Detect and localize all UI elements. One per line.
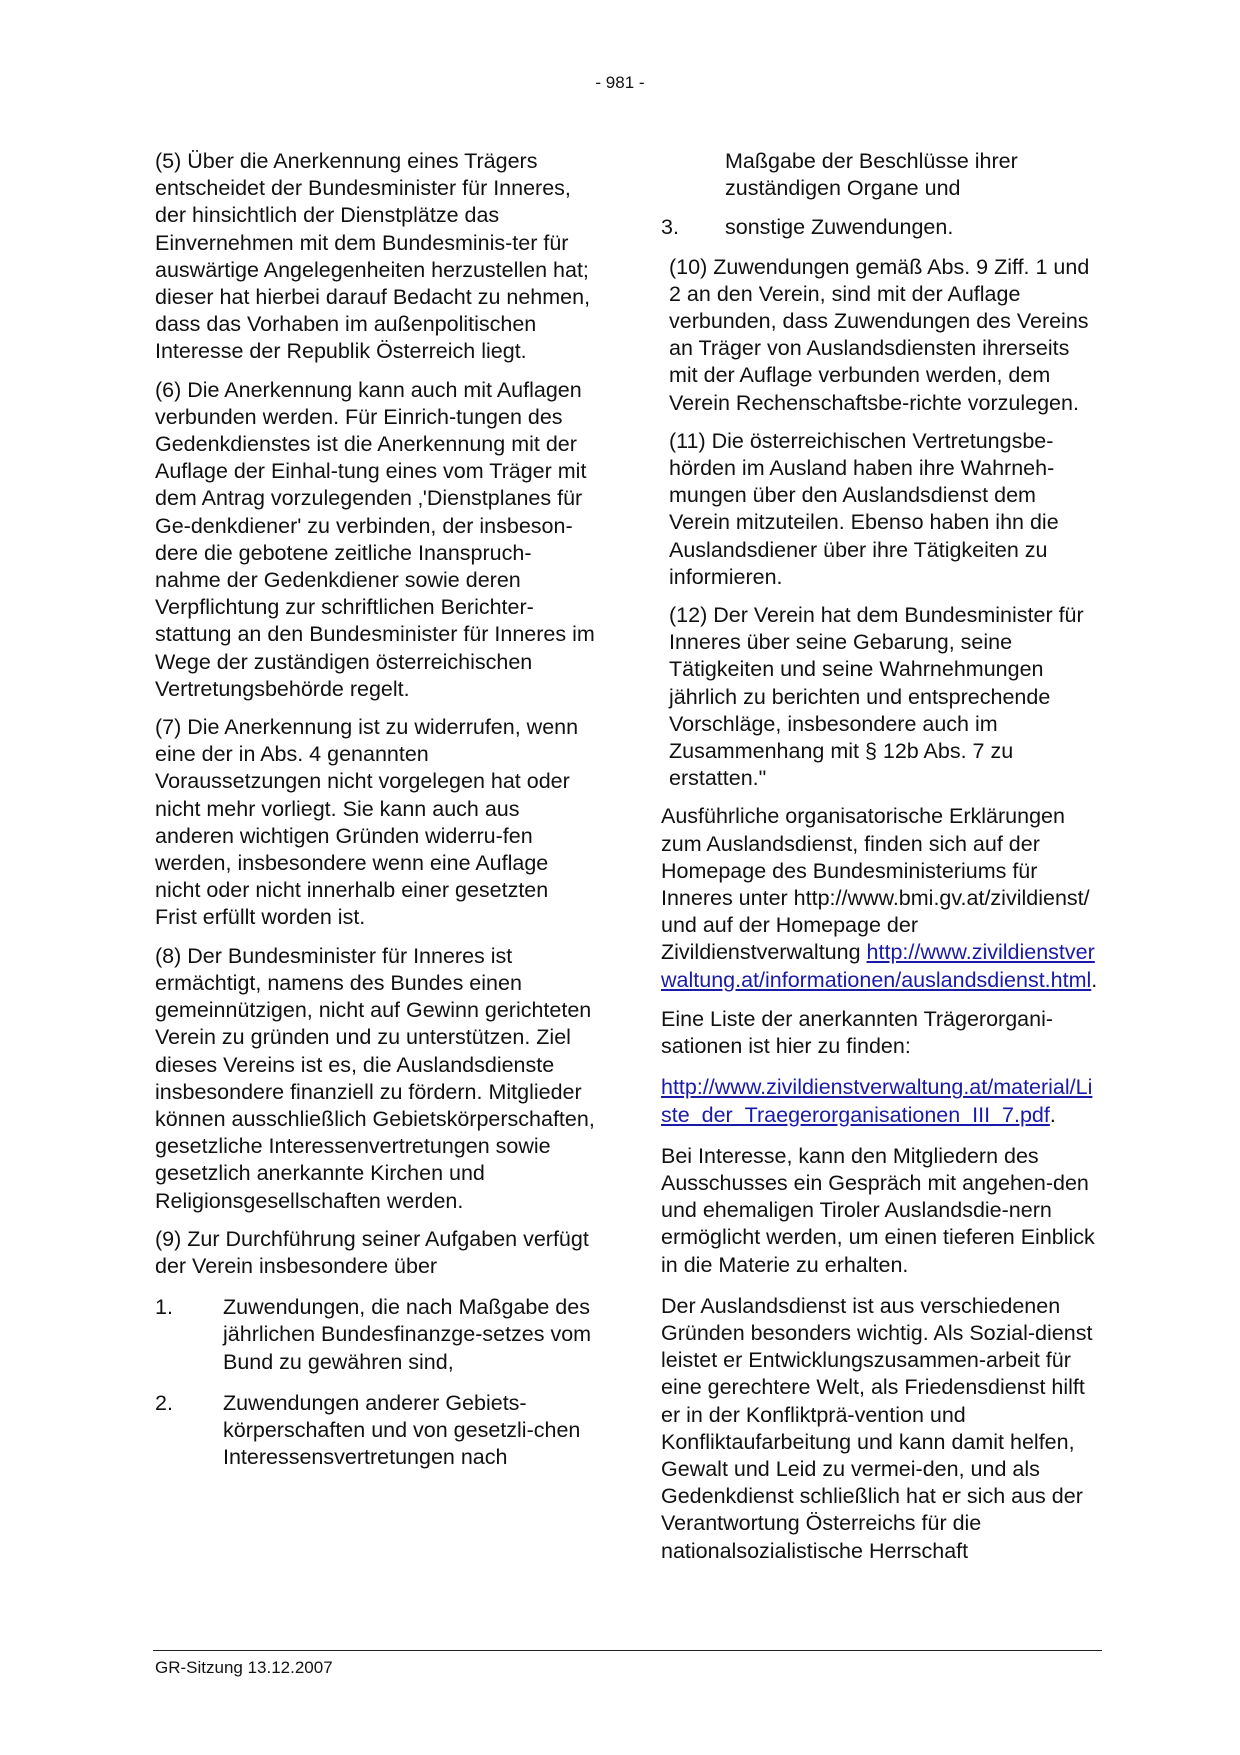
list-item-2 bbox=[155, 1390, 595, 1472]
traegerorganisationen-link[interactable]: http://www.zivildienstverwaltung.at/material/Liste_der_Traegerorganisationen_III_7.pdf bbox=[661, 1075, 1093, 1127]
list-text: Zuwendungen anderer Gebiets-körperschaften und von gesetzli-chen Interessensvertretungen nach bbox=[223, 1390, 581, 1470]
paragraph-8: (8) Der Bundesminister für Inneres ist ermächtigt, namens des Bundes einen gemeinnützigen, nicht auf Gewinn gerichteten Verein zu gründen und zu unterstützen. Ziel dieses Vereins ist es, die Auslandsdienste insbesondere finanziell zu fördern. Mitglieder können ausschließlich Gebietskörperschaften, gesetzliche Interessenvertretungen sowie gesetzlich anerkannte Kirchen und Religionsgesellschaften werden. bbox=[155, 943, 595, 1213]
list-item-2-continuation: Maßgabe der Beschlüsse ihrer zuständigen Organe und bbox=[725, 149, 1018, 201]
list-item-1 bbox=[155, 1294, 595, 1376]
footer-rule bbox=[153, 1650, 1102, 1651]
interest-paragraph: Bei Interesse, kann den Mitgliedern des Ausschusses ein Gespräch mit angehen-den und ehemaligen Tiroler Auslandsdie-nern ermöglicht werden, um einen tieferen Einblick in die Materie zu erhalten. bbox=[661, 1143, 1095, 1277]
importance-paragraph: Der Auslandsdienst ist aus verschiedenen Gründen besonders wichtig. Als Sozial-dienst leistet er Entwicklungszusammen-arbeit für eine gerechtere Welt, als Friedensdienst hilft er in der Konfliktprä-vention und Konfliktaufarbeitung und kann damit helfen, Gewalt und Leid zu vermei-den, und als Gedenkdienst schließlich hat er sich aus der Verantwortung Österreichs für die nationalsozialistische Herrschaft bbox=[661, 1293, 1093, 1563]
paragraph-9: (9) Zur Durchführung seiner Aufgaben verfügt der Verein insbesondere über bbox=[155, 1226, 589, 1278]
list-link-paragraph: http://www.zivildienstverwaltung.at/material/Liste_der_Traegerorganisationen_III_7.pdf. bbox=[661, 1075, 1093, 1127]
paragraph-5: (5) Über die Anerkennung eines Trägers entscheidet der Bundesminister für Inneres, der hinsichtlich der Dienstplätze das Einvernehmen mit dem Bundesminis-ter für auswärtige Angelegenheiten herzustellen hat; dieser hat hierbei darauf Bedacht zu nehmen, dass das Vorhaben im außenpolitischen Interesse der Republik Österreich liegt. bbox=[155, 149, 591, 364]
list-item-3 bbox=[661, 214, 1101, 241]
paragraph-11: (11) Die österreichischen Vertretungsbe-hörden im Ausland haben ihre Wahrneh-mungen über den Auslandsdienst dem Verein mitzuteilen. Ebenso haben ihn die Auslandsdiener über ihre Tätigkeiten zu informieren. bbox=[669, 428, 1059, 589]
page-number: - 981 - bbox=[595, 73, 645, 92]
list-number: 3. bbox=[661, 215, 679, 240]
list-intro-paragraph: Eine Liste der anerkannten Trägerorgani-sationen ist hier zu finden: bbox=[661, 1006, 1054, 1059]
paragraph-6: (6) Die Anerkennung kann auch mit Auflagen verbunden werden. Für Einrich-tungen des Gedenkdienstes ist die Anerkennung mit der Auflage der Einhal-tung eines vom Träger mit dem Antrag vorzulegenden ‚'Dienstplanes für Ge-denkdiener' zu verbinden, der insbeson-dere die gebotene zeitliche Inanspruch-nahme der Gedenkdiener sowie deren Verpflichtung zur schriftlichen Berichter-stattung an den Bundesminister für Inneres im Wege der zuständigen österreichischen Vertretungsbehörde regelt. bbox=[155, 377, 595, 701]
paragraph-7: (7) Die Anerkennung ist zu widerrufen, wenn eine der in Abs. 4 genannten Voraussetzungen nicht vorgelegen hat oder nicht mehr vorliegt. Sie kann auch aus anderen wichtigen Gründen widerru-fen werden, insbesondere wenn eine Auflage nicht oder nicht innerhalb einer gesetzten Frist erfüllt worden ist. bbox=[155, 715, 579, 930]
info-text: Ausführliche organisatorische Erklärungen zum Auslandsdienst, finden sich auf der Homepage des Bundesministeriums für Inneres unter http://www.bmi.gv.at/zivildienst/ und auf der Homepage der Zivildienstverwaltung bbox=[661, 804, 1090, 965]
left-column bbox=[155, 148, 595, 1482]
paragraph-12: (12) Der Verein hat dem Bundesminister für Inneres über seine Gebarung, seine Tätigkeiten und seine Wahrnehmungen jährlich zu berichten und entsprechende Vorschläge, insbesondere auch im Zusammenhang mit § 12b Abs. 7 zu erstatten." bbox=[669, 603, 1084, 791]
right-column bbox=[661, 148, 1101, 1576]
info-paragraph: Ausführliche organisatorische Erklärungen zum Auslandsdienst, finden sich auf der Homepage des Bundesministeriums für Inneres unter http://www.bmi.gv.at/zivildienst/ und auf der Homepage der Zivildienstverwaltung http://www.zivildienstverwaltung.at/informationen/auslandsdienst.html. bbox=[661, 804, 1098, 992]
list-text: Zuwendungen, die nach Maßgabe des jährlichen Bundesfinanzge-setzes vom Bund zu gewähren sind, bbox=[223, 1295, 592, 1374]
list-number: 1. bbox=[155, 1295, 173, 1320]
list-text: sonstige Zuwendungen. bbox=[725, 215, 954, 240]
list-number: 2. bbox=[155, 1390, 173, 1415]
paragraph-10: (10) Zuwendungen gemäß Abs. 9 Ziff. 1 und 2 an den Verein, sind mit der Auflage verbunden, dass Zuwendungen des Vereins an Träger von Auslandsdiensten ihrerseits mit der Auflage verbunden werden, dem Verein Rechenschaftsbe-richte vorzulegen. bbox=[669, 254, 1090, 415]
footer-text: GR-Sitzung 13.12.2007 bbox=[155, 1658, 333, 1677]
auslandsdienst-link[interactable]: http://www.zivildienstverwaltung.at/informationen/auslandsdienst.html bbox=[661, 940, 1095, 992]
